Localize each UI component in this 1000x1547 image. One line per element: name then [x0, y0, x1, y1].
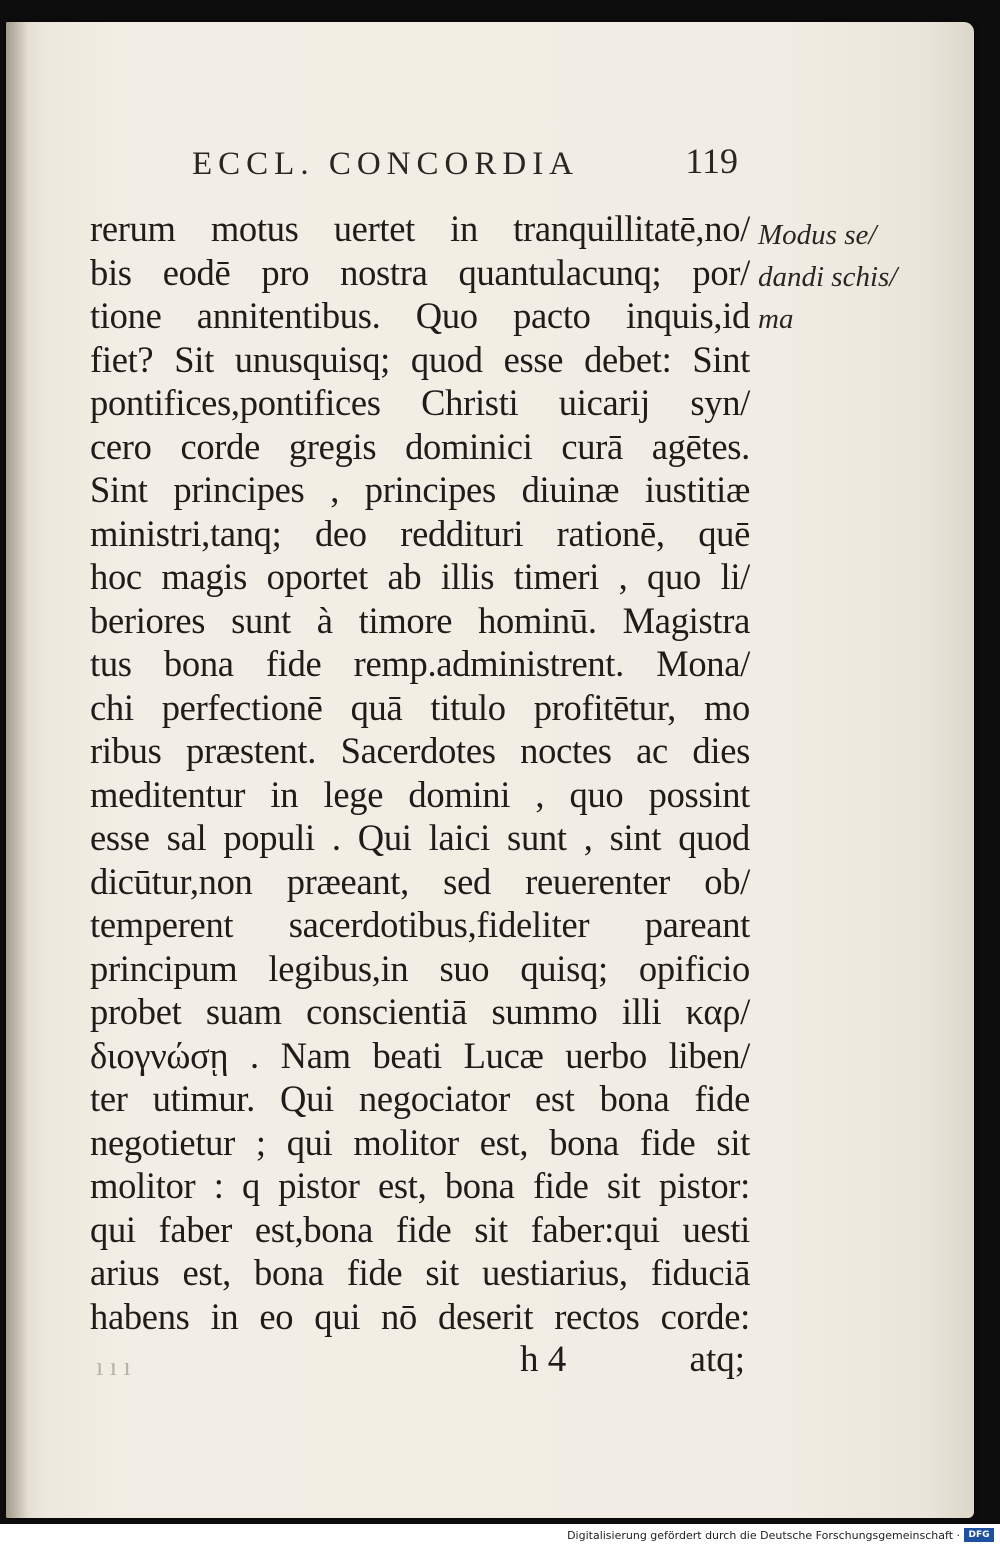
- text-line: Sint principes , principes diuinæ iustitiæ: [90, 469, 750, 510]
- marginal-note-line: Modus se/: [758, 219, 877, 251]
- text-line: temperent sacerdotibus,fideliter pareant: [90, 904, 750, 945]
- page-number: 119: [685, 141, 738, 181]
- text-line: arius est, bona fide sit uestiarius, fiduciā: [90, 1252, 750, 1293]
- marginal-note-line: ma: [758, 303, 794, 335]
- text-line: διογνώσῃ . Nam beati Lucæ uerbo liben/: [90, 1034, 750, 1076]
- catchword: atq;: [689, 1339, 745, 1380]
- running-head: [192, 140, 742, 190]
- text-line: rerum motus uertet in tranquillitatē,no/: [90, 208, 750, 249]
- text-line: tus bona fide remp.administrent. Mona/: [90, 643, 750, 684]
- dfg-logo-icon: DFG: [964, 1528, 994, 1542]
- marginal-note-line: dandi schis/: [758, 261, 898, 293]
- text-line: probet suam conscientiā summo illi καρ/: [90, 991, 750, 1032]
- text-line: cero corde gregis dominici curā agētes.: [90, 425, 750, 467]
- digitization-footer: [0, 1524, 1000, 1547]
- text-line: bis eodē pro nostra quantulacunq; por/: [90, 251, 750, 293]
- text-line: beriores sunt à timore hominū. Magistra: [90, 599, 750, 641]
- text-line: hoc magis oportet ab illis timeri , quo li/: [90, 556, 750, 597]
- text-line: negotietur ; qui molitor est, bona fide sit: [90, 1121, 750, 1163]
- running-title: ECCL. CONCORDIA: [192, 146, 580, 182]
- marginal-note: [758, 214, 933, 340]
- text-line: habens in eo qui nō deserit rectos corde:: [90, 1295, 750, 1337]
- text-line: molitor : q pistor est, bona fide sit pistor:: [90, 1165, 750, 1206]
- text-line: dicūtur,non præeant, sed reuerenter ob/: [90, 860, 750, 902]
- text-line: principum legibus,in suo quisq; opificio: [90, 947, 750, 989]
- text-line: tione annitentibus. Quo pacto inquis,id: [90, 295, 750, 336]
- text-line: ministri,tanq; deo reddituri rationē, quē: [90, 512, 750, 554]
- text-line: ter utimur. Qui negociator est bona fide: [90, 1078, 750, 1119]
- page-gutter-shadow: [6, 22, 28, 1518]
- text-line: meditentur in lege domini , quo possint: [90, 773, 750, 815]
- body-text: [90, 207, 750, 1338]
- text-line: ribus præstent. Sacerdotes noctes ac dies: [90, 730, 750, 771]
- text-line: pontifices,pontifices Christi uicarij syn/: [90, 382, 750, 423]
- funding-credit: Digitalisierung gefördert durch die Deutsche Forschungsgemeinschaft ·: [567, 1529, 960, 1542]
- signature-mark: h 4: [520, 1339, 567, 1380]
- signature-line: [90, 1338, 745, 1388]
- text-line: chi perfectionē quā titulo profitētur, mo: [90, 686, 750, 728]
- ink-smudge: ı ı ı: [96, 1352, 131, 1381]
- text-line: qui faber est,bona fide sit faber:qui uesti: [90, 1208, 750, 1250]
- text-line: fiet? Sit unusquisq; quod esse debet: Sint: [90, 338, 750, 380]
- text-line: esse sal populi . Qui laici sunt , sint quod: [90, 817, 750, 858]
